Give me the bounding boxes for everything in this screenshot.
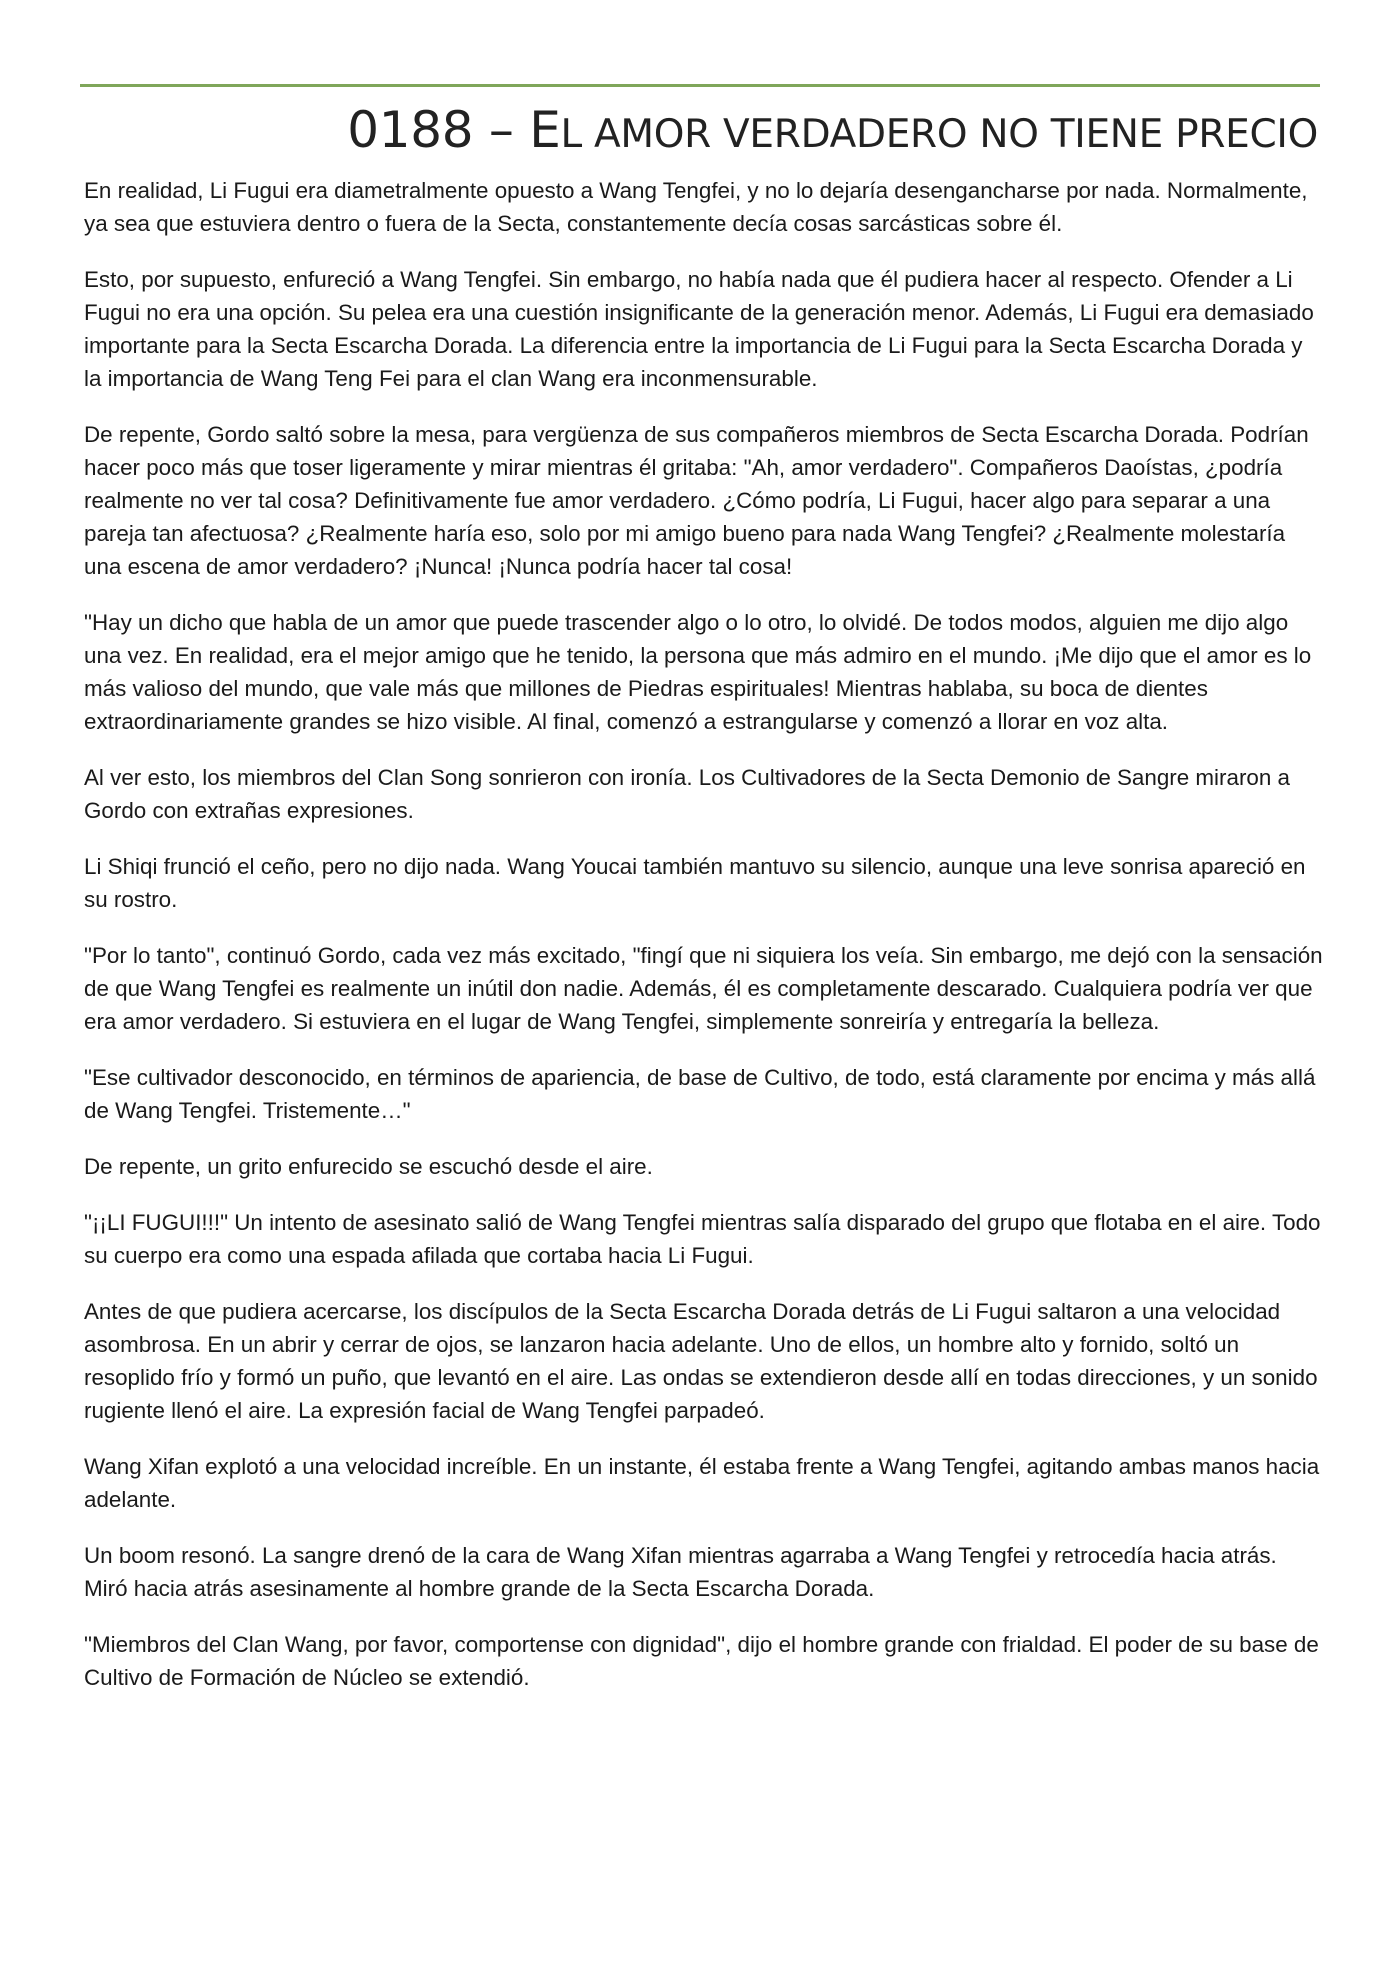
paragraph-4: "Hay un dicho que habla de un amor que puede trascender algo o lo otro, lo olvidé. De todos modos, alguien me dijo algo una vez. En realidad, era el mejor amigo que he tenido, la persona que más admiro en el mundo. ¡Me dijo que el amor es lo más valioso del mundo, que vale más que millones de Piedras espirituales! Mientras hablaba, su boca de dientes extraordinariamente grandes se hizo visible. Al final, comenzó a estrangularse y comenzó a llorar en voz alta. [84, 610, 1312, 734]
paragraph-12: Wang Xifan explotó a una velocidad increíble. En un instante, él estaba frente a Wang Tengfei, agitando ambas manos hacia adelante. [84, 1454, 1320, 1512]
paragraph-2: Esto, por supuesto, enfureció a Wang Tengfei. Sin embargo, no había nada que él pudiera hacer al respecto. Ofender a Li Fugui no era una opción. Su pelea era una cuestión insignificante de la generación menor. Además, Li Fugui era demasiado importante para la Secta Escarcha Dorada. La diferencia entre la importancia de Li Fugui para la Secta Escarcha Dorada y la importancia de Wang Teng Fei para el clan Wang era inconmensurable. [84, 267, 1314, 391]
chapter-title-text: L AMOR VERDADERO NO TIENE PRECIO [560, 112, 1318, 157]
paragraph-1: En realidad, Li Fugui era diametralmente opuesto a Wang Tengfei, y no lo dejaría desengancharse por nada. Normalmente, ya sea que estuviera dentro o fuera de la Secta, constantemente decía cosas sarcásticas sobre él. [84, 178, 1308, 236]
paragraph-14: "Miembros del Clan Wang, por favor, comportense con dignidad", dijo el hombre grande con frialdad. El poder de su base de Cultivo de Formación de Núcleo se extendió. [84, 1632, 1319, 1690]
chapter-body [84, 174, 1324, 1717]
paragraph-3: De repente, Gordo saltó sobre la mesa, para vergüenza de sus compañeros miembros de Secta Escarcha Dorada. Podrían hacer poco más que toser ligeramente y mirar mientras él gritaba: "Ah, amor verdadero". Compañeros Daoístas, ¿podría realmente no ver tal cosa? Definitivamente fue amor verdadero. ¿Cómo podría, Li Fugui, hacer algo para separar a una pareja tan afectuosa? ¿Realmente haría eso, solo por mi amigo bueno para nada Wang Tengfei? ¿Realmente molestaría una escena de amor verdadero? ¡Nunca! ¡Nunca podría hacer tal cosa! [84, 422, 1309, 579]
paragraph-11: Antes de que pudiera acercarse, los discípulos de la Secta Escarcha Dorada detrás de Li Fugui saltaron a una velocidad asombrosa. En un abrir y cerrar de ojos, se lanzaron hacia adelante. Uno de ellos, un hombre alto y fornido, soltó un resoplido frío y formó un puño, que levantó en el aire. Las ondas se extendieron desde allí en todas direcciones, y un sonido rugiente llenó el aire. La expresión facial de Wang Tengfei parpadeó. [84, 1299, 1318, 1423]
paragraph-13: Un boom resonó. La sangre drenó de la cara de Wang Xifan mientras agarraba a Wang Tengfei y retrocedía hacia atrás. Miró hacia atrás asesinamente al hombre grande de la Secta Escarcha Dorada. [84, 1543, 1277, 1601]
paragraph-5: Al ver esto, los miembros del Clan Song sonrieron con ironía. Los Cultivadores de la Secta Demonio de Sangre miraron a Gordo con extrañas expresiones. [84, 765, 1290, 823]
chapter-title [347, 98, 1318, 167]
paragraph-10: "¡¡LI FUGUI!!!" Un intento de asesinato salió de Wang Tengfei mientras salía disparado del grupo que flotaba en el aire. Todo su cuerpo era como una espada afilada que cortaba hacia Li Fugui. [84, 1210, 1321, 1268]
chapter-dash: – [488, 101, 514, 159]
header-rule [80, 84, 1320, 87]
chapter-title-initial: E [529, 101, 561, 159]
paragraph-6: Li Shiqi frunció el ceño, pero no dijo nada. Wang Youcai también mantuvo su silencio, aunque una leve sonrisa apareció en su rostro. [84, 854, 1306, 912]
chapter-number: 0188 [347, 101, 474, 159]
paragraph-7: "Por lo tanto", continuó Gordo, cada vez más excitado, "fingí que ni siquiera los veía. Sin embargo, me dejó con la sensación de que Wang Tengfei es realmente un inútil don nadie. Además, él es completamente descarado. Cualquiera podría ver que era amor verdadero. Si estuviera en el lugar de Wang Tengfei, simplemente sonreiría y entregaría la belleza. [84, 943, 1323, 1034]
paragraph-9: De repente, un grito enfurecido se escuchó desde el aire. [84, 1154, 653, 1179]
paragraph-8: "Ese cultivador desconocido, en términos de apariencia, de base de Cultivo, de todo, está claramente por encima y más allá de Wang Tengfei. Tristemente…" [84, 1065, 1316, 1123]
